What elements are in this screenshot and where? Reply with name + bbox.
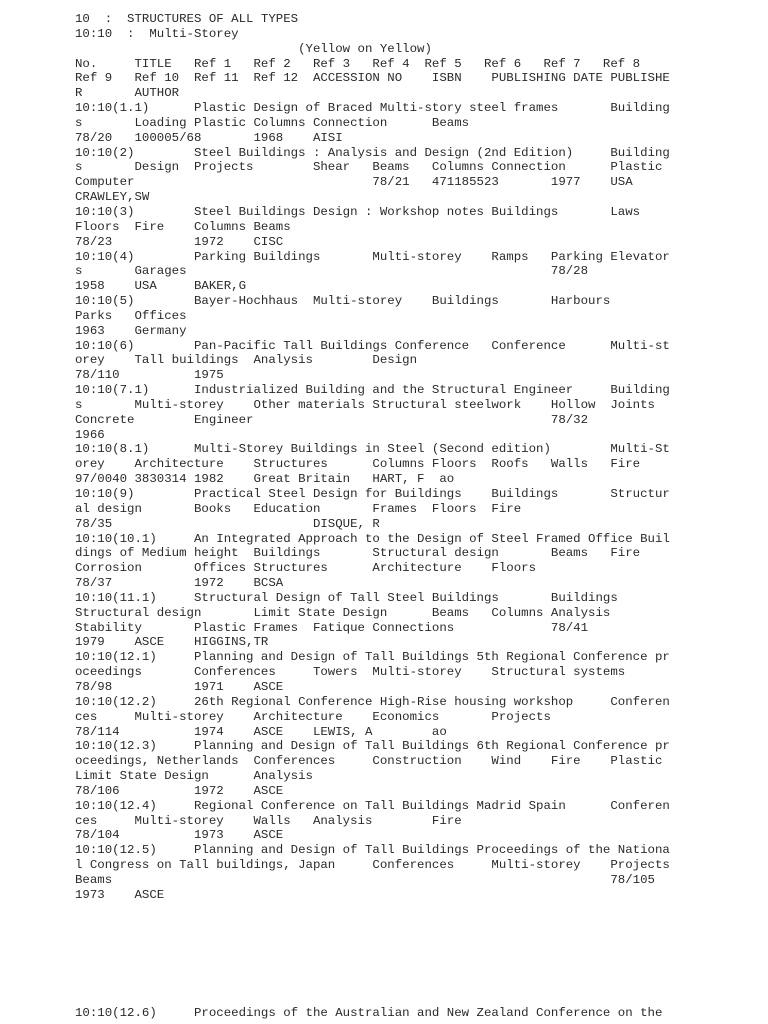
listing-line: R AUTHOR <box>75 86 180 101</box>
listing-line: 97/0040 3830314 1982 Great Britain HART, F ao <box>75 472 455 487</box>
listing-line: 1979 ASCE HIGGINS,TR <box>75 635 269 650</box>
listing-line: Floors Fire Columns Beams <box>75 219 291 234</box>
listing-line: 78/20 100005/68 1968 AISI <box>75 130 343 145</box>
continued-entry-line: 10:10(12.6) Proceedings of the Australian and New Zealand Conference on the <box>75 1006 663 1020</box>
listing-line: orey Architecture Structures Columns Floors Roofs Walls Fire <box>75 457 641 472</box>
listing-line: Parks Offices <box>75 308 187 323</box>
listing-line: No. TITLE Ref 1 Ref 2 Ref 3 Ref 4 Ref 5 Ref 6 Ref 7 Ref 8 <box>75 56 641 71</box>
listing-line: s Loading Plastic Columns Connection Beams <box>75 115 470 130</box>
listing-line: 1958 USA BAKER,G <box>75 279 247 294</box>
listing-line: Corrosion Offices Structures Architecture Floors <box>75 561 537 576</box>
listing-line: Structural design Limit State Design Beams Columns Analysis <box>75 605 611 620</box>
listing-line: 10:10(12.4) Regional Conference on Tall Buildings Madrid Spain Conferen <box>75 798 670 813</box>
listing-line: ces Multi-storey Walls Analysis Fire <box>75 813 462 828</box>
listing-line: 10:10(12.3) Planning and Design of Tall Buildings 6th Regional Conference pr <box>75 739 670 754</box>
listing-line: Beams 78/105 <box>75 872 655 887</box>
listing-line: 10:10(5) Bayer-Hochhaus Multi-storey Buildings Harbours <box>75 294 611 309</box>
listing-line: dings of Medium height Buildings Structural design Beams Fire <box>75 546 641 561</box>
listing-line: 78/114 1974 ASCE LEWIS, A ao <box>75 724 447 739</box>
listing-line: (Yellow on Yellow) <box>75 41 432 56</box>
listing-line: 10:10(12.1) Planning and Design of Tall Buildings 5th Regional Conference pr <box>75 650 670 665</box>
listing-line: 10:10(8.1) Multi-Storey Buildings in Steel (Second edition) Multi-St <box>75 442 670 457</box>
listing-line: 10:10(12.2) 26th Regional Conference High-Rise housing workshop Conferen <box>75 694 670 709</box>
listing-line: 10 : STRUCTURES OF ALL TYPES <box>75 12 299 26</box>
listing-line: 78/23 1972 CISC <box>75 234 284 249</box>
listing-line: s Garages 78/28 <box>75 264 589 279</box>
listing-line: 78/98 1971 ASCE <box>75 679 284 694</box>
listing-line: s Multi-storey Other materials Structural steelwork Hollow Joints <box>75 397 655 412</box>
listing-line: oceedings Conferences Towers Multi-storey Structural systems <box>75 665 626 680</box>
listing-line: ces Multi-storey Architecture Economics Projects <box>75 709 551 724</box>
catalogue-listing <box>75 12 670 903</box>
listing-line: oceedings, Netherlands Conferences Construction Wind Fire Plastic <box>75 754 663 769</box>
listing-line: 10:10(4) Parking Buildings Multi-storey Ramps Parking Elevator <box>75 249 670 264</box>
listing-line: Ref 9 Ref 10 Ref 11 Ref 12 ACCESSION NO ISBN PUBLISHING DATE PUBLISHE <box>75 71 670 86</box>
listing-line: 10:10(10.1) An Integrated Approach to the Design of Steel Framed Office Buil <box>75 531 670 546</box>
listing-line: orey Tall buildings Analysis Design <box>75 353 418 368</box>
listing-line: l Congress on Tall buildings, Japan Conferences Multi-storey Projects <box>75 858 670 873</box>
listing-line: 10:10(7.1) Industrialized Building and the Structural Engineer Building <box>75 383 670 398</box>
listing-line: 10:10(3) Steel Buildings Design : Workshop notes Buildings Laws <box>75 204 641 219</box>
listing-line: 78/110 1975 <box>75 368 224 383</box>
listing-line: 10:10(12.5) Planning and Design of Tall Buildings Proceedings of the Nationa <box>75 843 670 858</box>
listing-line: 1973 ASCE <box>75 887 165 902</box>
listing-line: 78/104 1973 ASCE <box>75 828 284 843</box>
listing-line: 78/35 DISQUE, R <box>75 516 380 531</box>
listing-line: 10:10 : Multi-Storey <box>75 26 239 41</box>
listing-line: Computer 78/21 471185523 1977 USA <box>75 175 633 190</box>
listing-line: s Design Projects Shear Beams Columns Connection Plastic <box>75 160 663 175</box>
listing-line: al design Books Education Frames Floors Fire <box>75 501 522 516</box>
listing-line: Concrete Engineer 78/32 <box>75 412 589 427</box>
listing-line: Limit State Design Analysis <box>75 769 313 784</box>
listing-line: 78/106 1972 ASCE <box>75 783 284 798</box>
listing-line: 10:10(1.1) Plastic Design of Braced Multi-story steel frames Building <box>75 101 670 116</box>
listing-line: 1966 <box>75 427 105 442</box>
listing-line: 78/37 1972 BCSA <box>75 576 284 591</box>
listing-line: 1963 Germany <box>75 323 187 338</box>
listing-line: 10:10(2) Steel Buildings : Analysis and Design (2nd Edition) Building <box>75 145 670 160</box>
listing-line: CRAWLEY,SW <box>75 190 150 205</box>
listing-line: 10:10(11.1) Structural Design of Tall Steel Buildings Buildings <box>75 590 618 605</box>
listing-line: 10:10(9) Practical Steel Design for Buildings Buildings Structur <box>75 487 670 501</box>
listing-line: 10:10(6) Pan-Pacific Tall Buildings Conference Conference Multi-st <box>75 338 670 353</box>
listing-line: Stability Plastic Frames Fatique Connections 78/41 <box>75 620 589 635</box>
